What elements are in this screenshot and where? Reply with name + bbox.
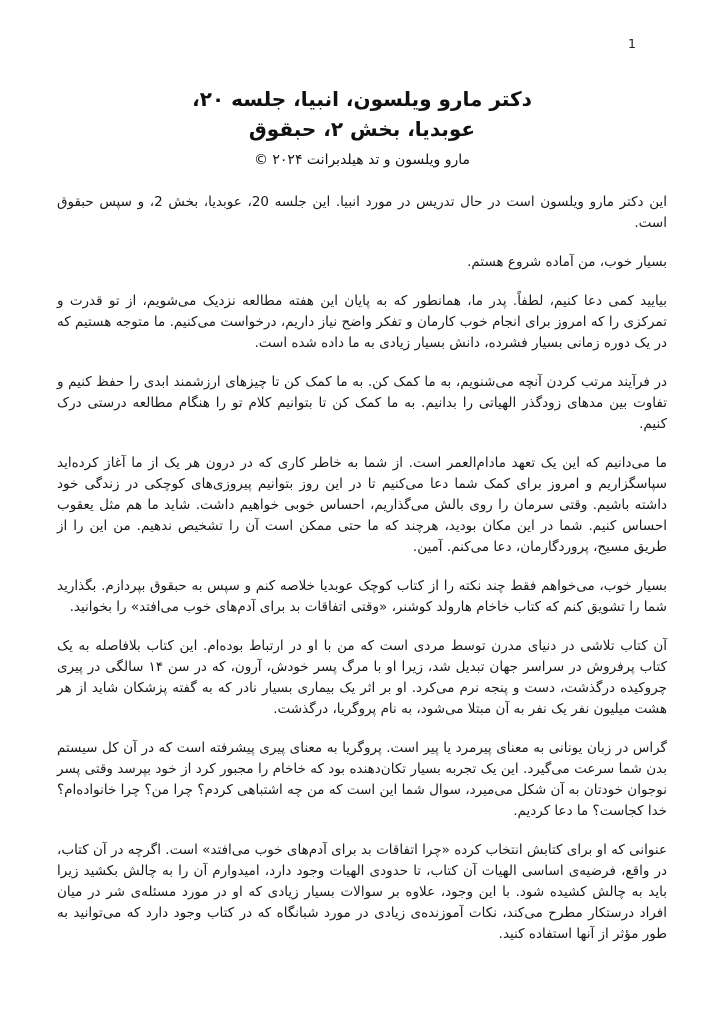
copyright-line: مارو ویلسون و تد هیلدبرانت ۲۰۲۴ © — [253, 152, 471, 168]
paragraph: در فرآیند مرتب کردن آنچه می‌شنویم، به ما کمک کن. به ما کمک کن تا چیزهای ارزشمند ابدی را حفظ کنیم و تفاوت بین مدهای زودگذر الهیاتی را بدانیم. به ما کمک کن تا بتوانیم کلام تو را هنگام مطالعه درستی درک کنیم. — [57, 374, 667, 432]
paragraph: آن کتاب تلاشی در دنیای مدرن توسط مردی است که من با او در ارتباط بوده‌ام. این کتاب بلافاصله به یک کتاب پرفروش در سراسر جهان تبدیل شد، زیرا او با مرگ پسر خودش، آرون، که در سن ۱۴ سالگی در پیری چروکیده درگذشت، دست و پنجه نرم می‌کرد. او بر اثر یک بیماری بسیار نادر که به گفته پزشکان شاید از هر هشت میلیون نفر یک نفر به آن مبتلا می‌شود، به نام پروگریا، درگذشت. — [57, 638, 667, 717]
paragraph: عنوانی که او برای کتابش انتخاب کرده «چرا اتفاقات بد برای آدم‌های خوب می‌افتد» است. اگرچه در آن کتاب، در واقع، فرضیه‌ی اساسی الهیات آن کتاب، تا حدودی الهیات وجود دارد، امیدوارم آن را به چالش بکشید زیرا باید به چالش کشیده شود. با این وجود، علاوه بر سوالات بسیار زیادی که او در مورد مسئله‌ی شر در میان افراد درستکار مطرح می‌کند، نکات آموزنده‌ی زیادی در مورد شبانگاه که در کتاب وجود دارد که می‌توانید به طور مؤثر از آنها استفاده کنید. — [57, 842, 667, 942]
paragraph: ما می‌دانیم که این یک تعهد مادام‌العمر است. از شما به خاطر کاری که در درون هر یک از ما آغاز کرده‌اید سپاسگزاریم و امروز برای کمک شما دعا می‌کنیم تا در این روز بتوانیم پیروزی‌های کوچکی در زندگی خود داشته باشیم. وقتی سرمان را روی بالش می‌گذاریم، احساس خوبی خواهیم داشت. شاید ما هم مثل یعقوب احساس کنیم. شما در این مکان بودید، هرچند که ما حتی ممکن است آن را تشخیص ندهیم. من این را از طریق مسیح، پروردگارمان، دعا می‌کنم. آمین. — [57, 455, 667, 555]
paragraph: بسیار خوب، من آماده شروع هستم. — [467, 254, 667, 270]
document-title-line2: عوبدیا، بخش ۲، حبقوق — [248, 117, 476, 141]
paragraph: این دکتر مارو ویلسون است در حال تدریس در مورد انبیا. این جلسه 20، عوبدیا، بخش 2، و سپس حبقوق است. — [57, 194, 668, 231]
paragraph: بیایید کمی دعا کنیم، لطفاً. پدر ما، همانطور که به پایان این هفته مطالعه نزدیک می‌شویم، از تو قدرت و تمرکزی را که امروز برای انجام خوب کارمان و تفکر واضح نیاز داریم، درخواست می‌کنیم. ما متوجه هستیم که در یک دوره زمانی بسیار فشرده، دانش بسیار زیادی به ما داده شده است. — [57, 293, 667, 351]
document-title-line1: دکتر مارو ویلسون، انبیا، جلسه ۲۰، — [192, 87, 532, 111]
paragraph: بسیار خوب، می‌خواهم فقط چند نکته را از کتاب کوچک عوبدیا خلاصه کنم و سپس به حبقوق بپردازم. بگذارید شما را تشویق کنم که کتاب خاخام هارولد کوشنر، «وقتی اتفاقات بد برای آدم‌های خوب می‌افتد» را بخوانید. — [57, 578, 667, 615]
document-body — [57, 192, 667, 945]
document-title — [57, 84, 667, 144]
paragraph: گراس در زبان یونانی به معنای پیرمرد یا پیر است. پروگریا به معنای پیری پیشرفته است که در آن کل سیستم بدن شما سرعت می‌گیرد. این یک تجربه بسیار تکان‌دهنده بود که خاخام را مجبور کرد از خود بپرسد وقتی پسر نوجوان خودتان به آن شکل می‌میرد، سوال شما این است که من چه اشتباهی کردم؟ چرا من؟ چرا خانواده‌ام؟ خدا کجاست؟ ما دعا کردیم. — [57, 740, 667, 819]
page-number: 1 — [628, 36, 636, 51]
